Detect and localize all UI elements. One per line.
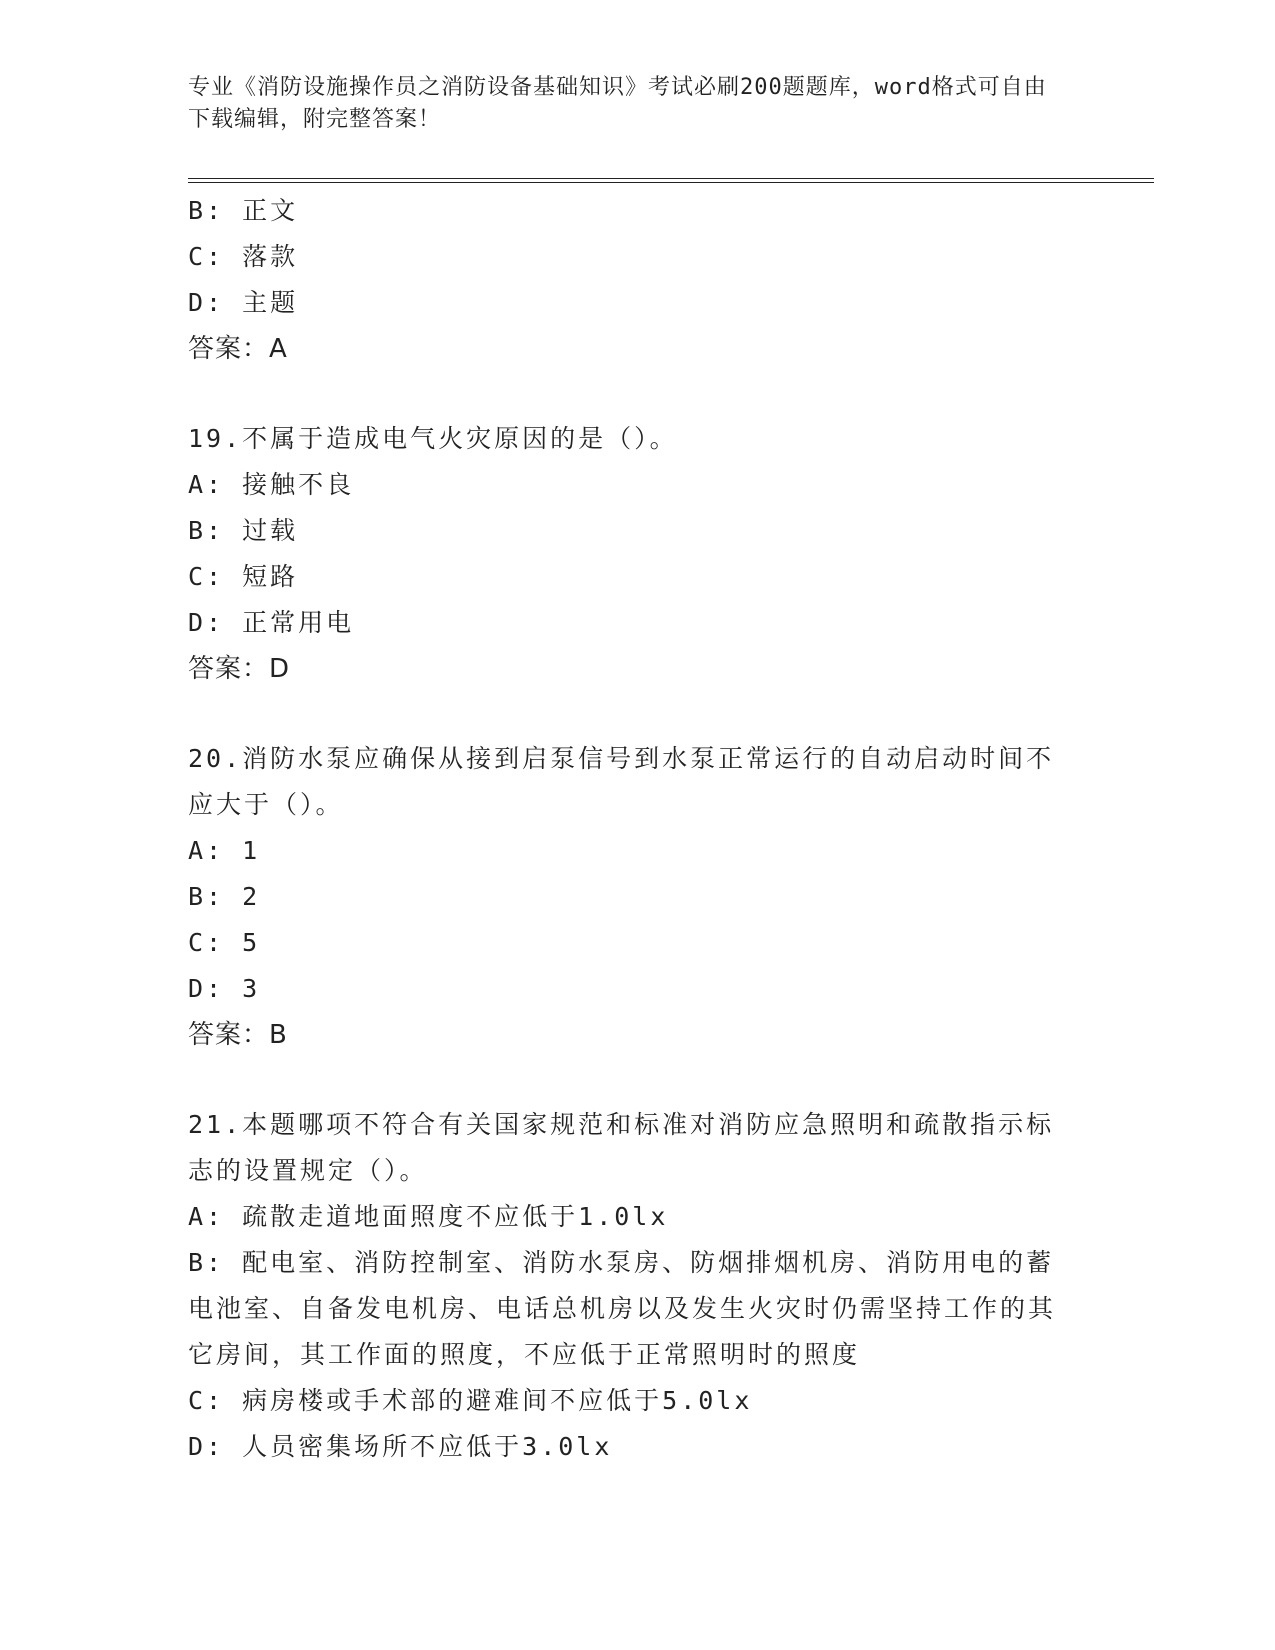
option-c: C: 5: [188, 928, 261, 957]
option-d: D: 正常用电: [188, 608, 355, 637]
option-a: A: 1: [188, 836, 261, 865]
option-d: D: 人员密集场所不应低于3.0lx: [188, 1432, 613, 1461]
question-21: [188, 1102, 1068, 1470]
answer: 答案：B: [188, 1020, 288, 1050]
document-header: 专业《消防设施操作员之消防设备基础知识》考试必刷200题题库，word格式可自由下载编辑，附完整答案！: [188, 75, 1047, 132]
option-a: A: 接触不良: [188, 470, 355, 499]
question-18-partial: [188, 188, 1068, 372]
question-list: [188, 188, 1068, 1470]
answer: 答案：A: [188, 334, 288, 364]
option-b: B: 正文: [188, 196, 299, 225]
spacer: [188, 692, 1068, 736]
question-19: [188, 416, 1068, 692]
option-c: C: 病房楼或手术部的避难间不应低于5.0lx: [188, 1386, 753, 1415]
question-20: [188, 736, 1068, 1058]
spacer: [188, 372, 1068, 416]
option-a: A: 疏散走道地面照度不应低于1.0lx: [188, 1202, 669, 1231]
header-divider: [188, 178, 1154, 183]
option-c: C: 落款: [188, 242, 299, 271]
answer: 答案：D: [188, 654, 291, 684]
option-c: C: 短路: [188, 562, 299, 591]
option-b: B: 配电室、消防控制室、消防水泵房、防烟排烟机房、消防用电的蓄电池室、自备发电机房、电话总机房以及发生火灾时仍需坚持工作的其它房间，其工作面的照度，不应低于正常照明时的照度: [188, 1248, 1057, 1369]
option-d: D: 3: [188, 974, 261, 1003]
spacer: [188, 1058, 1068, 1102]
question-stem: 21.本题哪项不符合有关国家规范和标准对消防应急照明和疏散指示标志的设置规定（）。: [188, 1110, 1055, 1185]
question-stem: 19.不属于造成电气火灾原因的是（）。: [188, 424, 678, 453]
option-b: B: 2: [188, 882, 261, 911]
question-stem: 20.消防水泵应确保从接到启泵信号到水泵正常运行的自动启动时间不应大于（）。: [188, 744, 1055, 819]
option-d: D: 主题: [188, 288, 299, 317]
option-b: B: 过载: [188, 516, 299, 545]
